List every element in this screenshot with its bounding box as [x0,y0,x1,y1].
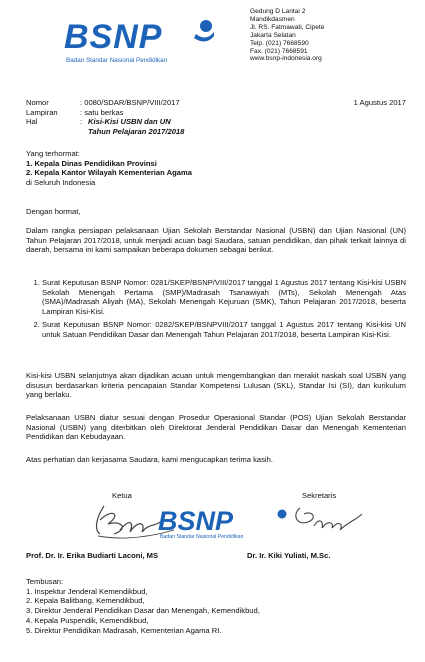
tembusan-item: 4. Kepala Puspendik, Kemendikbud, [26,615,149,625]
greeting: Dengan hormat, [26,207,81,216]
logo-subtitle: Badan Standar Nasional Pendidikan [66,57,168,64]
logo-text: BSNP [64,18,163,56]
paragraph-1-wrap [26,226,406,255]
stamp-graphic [150,506,290,540]
tembusan-item: 2. Kepala Balitbang, Kemendikbud, [26,596,145,606]
stamp-subtitle: Badan Standar Nasional Pendidikan [160,534,244,540]
logo-dot-icon [200,20,212,32]
letter-body [26,207,406,217]
recipient-2: 2. Kepala Kantor Wilayah Kementerian Agama [26,168,192,178]
paragraph-3-wrap [26,413,406,442]
letterhead-address [250,8,420,63]
address-line: Jakarta Selatan [250,31,296,39]
nomor-label: Nomor [26,98,49,107]
paragraph-3: Pelaksanaan USBN diatur sesuai dengan Prosedur Operasional Standar (POS) Ujian Sekolah Berstandar Nasional (USBN) yang diterbitkan oleh Direktorat Jenderal Pendidikan Dasar dan Menengah Kementerian Pendidikan dan Kebudayaan. [26,413,406,442]
tembusan-item: 5. Direktur Pendidikan Madrasah, Kementerian Agama RI. [26,625,222,635]
stamp-text: BSNP [158,506,234,536]
tembusan-item: 3. Direktur Jenderal Pendidikan Dasar dan Menengah, Kemendikbud, [26,606,260,616]
sekretaris-signature [288,500,368,540]
website-link[interactable]: www.bsnp-indonesia.org [250,55,322,63]
ketua-name: Prof. Dr. Ir. Erika Budiarti Laconi, MS [26,551,159,560]
nomor-row [26,98,406,108]
lampiran-label: Lampiran [26,107,58,117]
sekretaris-label: Sekretaris [302,491,337,500]
bsnp-stamp [150,506,290,540]
lampiran-value: : satu berkas [80,107,124,117]
lampiran-row [26,108,406,118]
paragraph-2: Kisi-kisi USBN selanjutnya akan dijadikan acuan untuk mengembangkan dan merakit naskah soal USBN yang disusun berdasarkan kriteria pencapaian Standar Kompetensi Lulusan (SKL), Standar Isi (SI), dan kurikulum yang berlaku. [26,371,406,400]
hal-row [26,117,406,136]
letter-date: 1 Agustus 2017 [353,98,406,107]
recipients-location: di Seluruh Indonesia [26,178,96,188]
recipients-intro: Yang terhormat: [26,149,80,158]
sekretaris-name: Dr. Ir. Kiki Yuliati, M.Sc. [247,551,331,560]
document-item-1: 1. Surat Keputusan BSNP Nomor: 0281/SKEP/BSNP/VIII/2017 tanggal 1 Agustus 2017 tentang Kisi-kisi USBN Sekolah Menengah Pertama (SMP)/Madrasah Tsanawiyah (MTs), Sekolah Menengah Atas (SMA)/Madrasah Aliyah (MA), Sekolah Menengah Kejuruan (SMK), Tahun Pelajaran 2017/2018, beserta Lampiran Kisi-Kisi. [42,278,406,317]
paragraph-1: Dalam rangka persiapan pelaksanaan Ujian Sekolah Berstandar Nasional (USBN) dan Ujian Nasional (UN) Tahun Pelajaran 2017/2018, untuk menjadi acuan bagi Saudara, satuan pendidikan, dan pihak terkait lainnya di daerah, bersama ini kami sampaikan beberapa dokumen sebagai berikut. [26,226,406,255]
hal-label: Hal [26,117,38,127]
bsnp-logo-graphic [64,16,214,66]
document-item-2: 2. Surat Keputusan BSNP Nomor: 0282/SKEP/BSNPVIII/2017 tanggal 1 Agustus 2017 tentang Kisi-kisi UN untuk Satuan Pendidikan Dasar dan Menengah Tahun Pelajaran 2017/2018, beserta Lampiran Kisi-Kisi. [42,320,406,339]
recipient-1: 1. Kepala Dinas Pendidikan Provinsi [26,158,157,168]
letter-meta [26,98,406,137]
tembusan [26,577,406,635]
address-line: Gedung D Lantai 2 [250,8,306,15]
phone-line: Telp. (021) 7668590 [250,39,309,47]
address-line: Mandikdasmen [250,15,295,23]
recipients [26,149,406,188]
hal-colon: : [80,117,83,127]
closing-wrap [26,455,406,465]
address-line: Jl. RS. Fatmawati, Cipete [250,23,325,31]
bsnp-logo [64,16,214,66]
subject-line-1: Kisi-Kisi USBN dan UN [88,117,171,127]
tembusan-item: 1. Inspektur Jenderal Kemendikbud, [26,586,148,596]
paragraph-2-wrap [26,371,406,400]
fax-line: Fax. (021) 7668591 [250,47,308,55]
tembusan-label: Tembusan: [26,577,64,586]
stamp-dot-icon [278,510,287,519]
subject-line-2: Tahun Pelajaran 2017/2018 [88,127,185,137]
document-list [26,278,406,342]
nomor-value: : 0080/SDAR/BSNP/VIII/2017 [80,98,180,107]
logo-swoosh-icon [194,32,214,42]
closing: Atas perhatian dan kerjasama Saudara, kami mengucapkan terima kasih. [26,455,273,464]
ketua-label: Ketua [112,491,132,500]
